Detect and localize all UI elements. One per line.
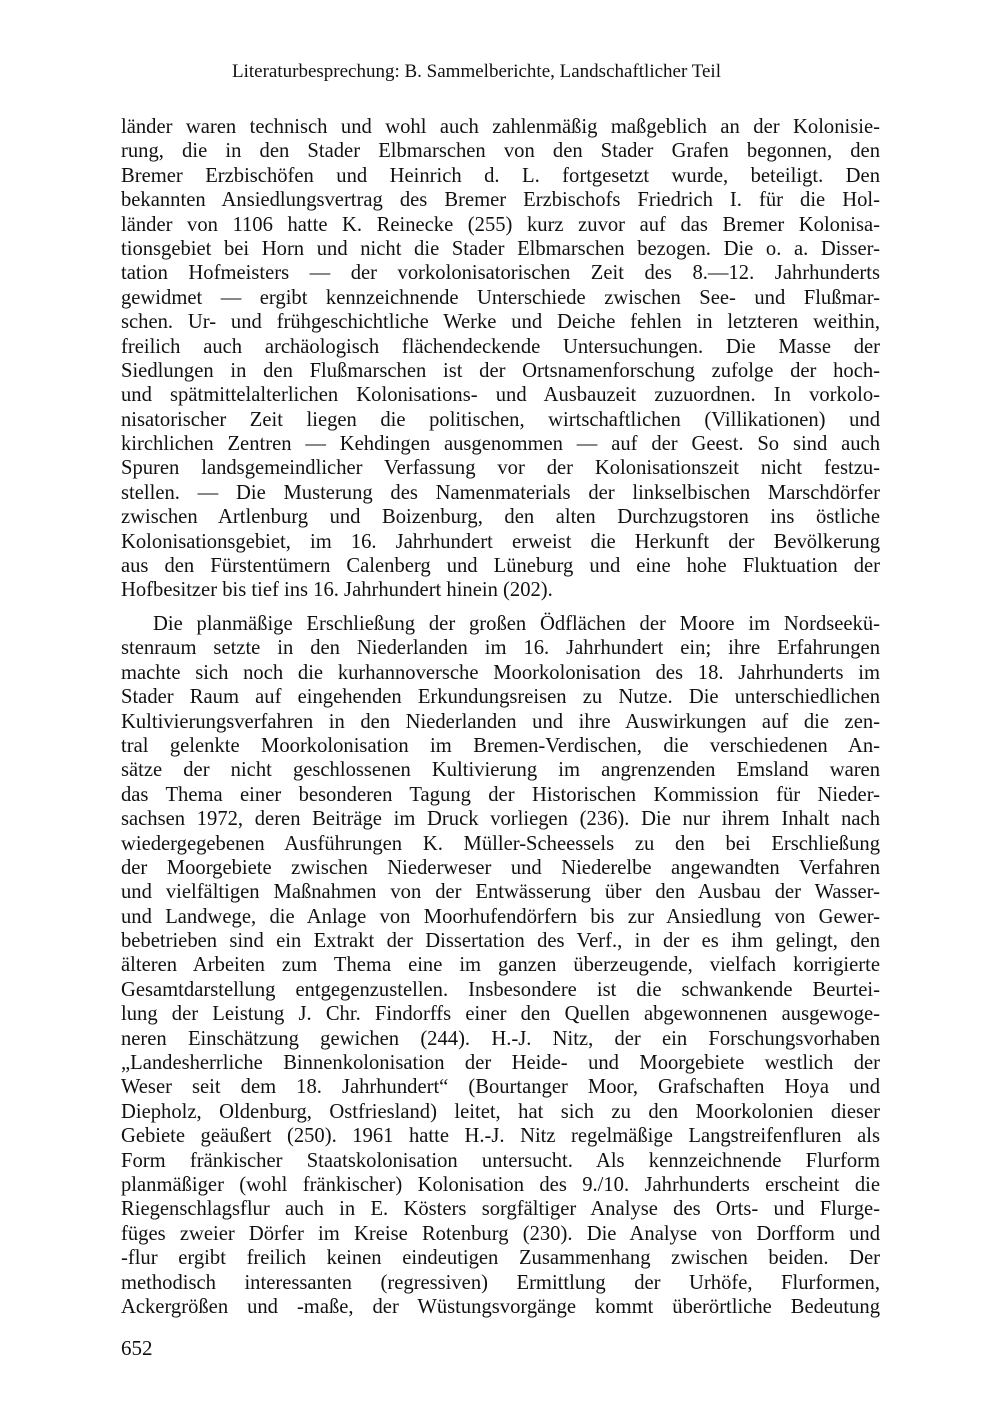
text-line: sachsen 1972, deren Beiträge im Druck vorliegen (236). Die nur ihrem Inhalt nach (121, 808, 880, 831)
text-line: rung, die in den Stader Elbmarschen von den Stader Grafen begonnen, den (121, 140, 880, 163)
page-number: 652 (121, 1336, 153, 1360)
text-line: neren Einschätzung gewichen (244). H.-J. Nitz, der ein Forschungsvorhaben (121, 1027, 880, 1050)
text-line: -flur ergibt freilich keinen eindeutigen Zusammenhang zwischen beiden. Der (121, 1247, 880, 1270)
text-line: bebetrieben sind ein Extrakt der Dissertation des Verf., in der es ihm gelingt, den (121, 930, 880, 953)
text-line: Diepholz, Oldenburg, Ostfriesland) leitet, hat sich zu den Moorkolonien dieser (121, 1100, 880, 1123)
text-line: länder waren technisch und wohl auch zahlenmäßig maßgeblich an der Kolonisie- (121, 116, 880, 138)
body-paragraph-1 (121, 115, 880, 603)
text-line: methodisch interessanten (regressiven) Ermittlung der Urhöfe, Flurformen, (121, 1271, 880, 1294)
text-line: schen. Ur- und frühgeschichtliche Werke und Deiche fehlen in letzteren weithin, (121, 311, 880, 334)
text-line: Ackergrößen und -maße, der Wüstungsvorgänge kommt überörtliche Bedeutung (121, 1295, 880, 1318)
text-line: stellen. — Die Musterung des Namenmaterials der linkselbischen Marschdörfer (121, 481, 880, 504)
text-line: bekannten Ansiedlungsvertrag des Bremer Erzbischofs Friedrich I. für die Hol- (121, 189, 880, 212)
text-line: tral gelenkte Moorkolonisation im Bremen-Verdischen, die verschiedenen An- (121, 734, 880, 757)
text-line: Kolonisationsgebiet, im 16. Jahrhundert erweist die Herkunft der Bevölkerung (121, 530, 880, 553)
text-line: Siedlungen in den Flußmarschen ist der Ortsnamenforschung zufolge der hoch- (121, 359, 880, 382)
text-line: Riegenschlagsflur auch in E. Kösters sorgfältiger Analyse des Orts- und Flurge- (121, 1198, 880, 1221)
text-line: wiedergegebenen Ausführungen K. Müller-Scheessels zu den bei Erschließung (121, 832, 880, 855)
text-line: das Thema einer besonderen Tagung der Historischen Kommission für Nieder- (121, 783, 880, 806)
text-line: Weser seit dem 18. Jahrhundert“ (Bourtanger Moor, Grafschaften Hoya und (121, 1076, 880, 1099)
text-line: planmäßiger (wohl fränkischer) Kolonisation des 9./10. Jahrhunderts erscheint die (121, 1173, 880, 1196)
text-line: Kultivierungsverfahren in den Niederlanden und ihre Auswirkungen auf die zen- (121, 710, 880, 733)
text-line: tionsgebiet bei Horn und nicht die Stader Elbmarschen bezogen. Die o. a. Disser- (121, 237, 880, 260)
text-line: älteren Arbeiten zum Thema eine im ganzen überzeugende, vielfach korrigierte (121, 954, 880, 977)
text-line: länder von 1106 hatte K. Reinecke (255) kurz zuvor auf das Bremer Kolonisa- (121, 213, 880, 236)
text-line: Die planmäßige Erschließung der großen Ödflächen der Moore im Nordseekü- (153, 613, 880, 635)
text-line: Gebiete geäußert (250). 1961 hatte H.-J. Nitz regelmäßige Langstreifenfluren als (121, 1125, 880, 1148)
text-line: stenraum setzte in den Niederlanden im 16. Jahrhundert ein; ihre Erfahrungen (121, 637, 880, 660)
text-line: und vielfältigen Maßnahmen von der Entwässerung über den Ausbau der Wasser- (121, 881, 880, 904)
text-line: freilich auch archäologisch flächendeckende Untersuchungen. Die Masse der (121, 335, 880, 358)
text-line: der Moorgebiete zwischen Niederweser und Niederelbe angewandten Verfahren (121, 856, 880, 879)
text-line: sätze der nicht geschlossenen Kultivierung im angrenzenden Emsland waren (121, 759, 880, 782)
text-line: tation Hofmeisters — der vorkolonisatorischen Zeit des 8.—12. Jahrhunderts (121, 262, 880, 285)
running-header: Literaturbesprechung: B. Sammelberichte, Landschaftlicher Teil (232, 61, 721, 82)
text-line: füges zweier Dörfer im Kreise Rotenburg (230). Die Analyse von Dorfform und (121, 1222, 880, 1245)
text-line: „Landesherrliche Binnenkolonisation der Heide- und Moorgebiete westlich der (121, 1052, 880, 1075)
text-line: Spuren landsgemeindlicher Verfassung vor der Kolonisationszeit nicht festzu- (121, 457, 880, 480)
body-paragraph-2 (121, 612, 880, 1319)
text-line: Hofbesitzer bis tief ins 16. Jahrhundert hinein (202). (121, 579, 553, 602)
text-line: machte sich noch die kurhannoversche Moorkolonisation des 18. Jahrhunderts im (121, 661, 880, 684)
text-line: gewidmet — ergibt kennzeichnende Unterschiede zwischen See- und Flußmar- (121, 286, 880, 309)
text-line: aus den Fürstentümern Calenberg und Lüneburg und eine hohe Fluktuation der (121, 555, 880, 578)
text-line: Bremer Erzbischöfen und Heinrich d. L. fortgesetzt wurde, beteiligt. Den (121, 164, 880, 187)
text-line: Stader Raum auf eingehenden Erkundungsreisen zu Nutze. Die unterschiedlichen (121, 686, 880, 709)
text-line: lung der Leistung J. Chr. Findorffs einer den Quellen abgewonnenen ausgewoge- (121, 1003, 880, 1026)
text-line: und spätmittelalterlichen Kolonisations- und Ausbauzeit zuzuordnen. In vorkolo- (121, 384, 880, 407)
text-line: Form fränkischer Staatskolonisation untersucht. Als kennzeichnende Flurform (121, 1149, 880, 1172)
text-line: nisatorischer Zeit liegen die politischen, wirtschaftlichen (Villikationen) und (121, 408, 880, 431)
text-line: zwischen Artlenburg und Boizenburg, den alten Durchzugstoren ins östliche (121, 506, 880, 529)
text-line: und Landwege, die Anlage von Moorhufendörfern bis zur Ansiedlung von Gewer- (121, 905, 880, 928)
text-line: kirchlichen Zentren — Kehdingen ausgenommen — auf der Geest. So sind auch (121, 433, 880, 456)
text-line: Gesamtdarstellung entgegenzustellen. Insbesondere ist die schwankende Beurtei- (121, 978, 880, 1001)
